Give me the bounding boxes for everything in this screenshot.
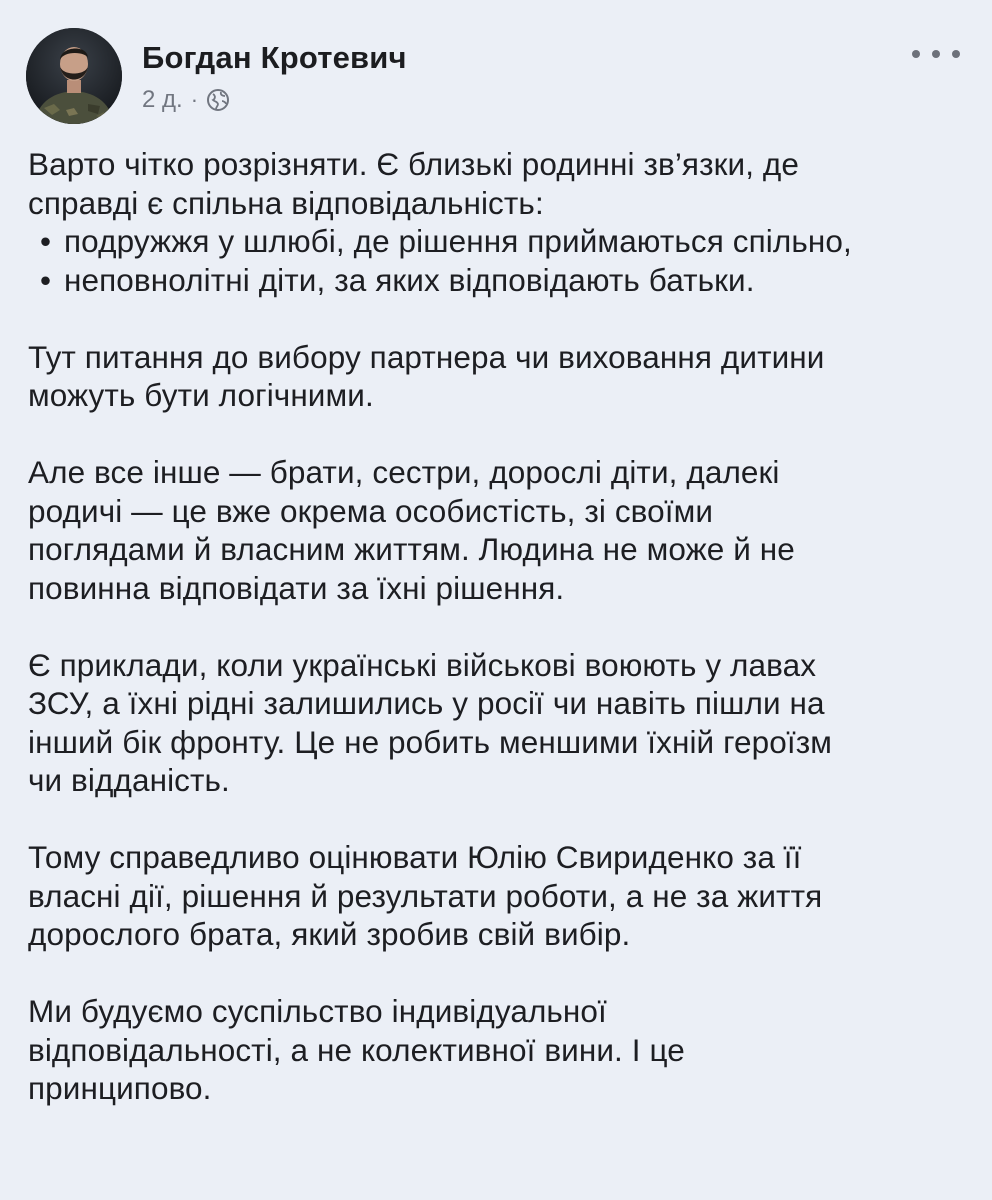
text-line: Ми будуємо суспільство індивідуальної bbox=[28, 993, 607, 1029]
text-line: поглядами й власним життям. Людина не може й не bbox=[28, 531, 795, 567]
more-horizontal-icon bbox=[912, 50, 920, 58]
post-meta bbox=[142, 86, 230, 114]
author-name[interactable]: Богдан Кротевич bbox=[142, 40, 407, 75]
avatar[interactable] bbox=[26, 28, 122, 124]
text-line: можуть бути логічними. bbox=[28, 377, 374, 413]
post-paragraph bbox=[28, 453, 978, 607]
post-paragraph bbox=[28, 338, 978, 415]
text-line: чи відданість. bbox=[28, 762, 230, 798]
text-line: Але все інше — брати, сестри, дорослі діти, далекі bbox=[28, 454, 780, 490]
post-timestamp[interactable]: 2 д. bbox=[142, 86, 183, 113]
post-paragraph bbox=[28, 646, 978, 800]
globe-icon bbox=[206, 88, 230, 112]
more-dot bbox=[932, 50, 940, 58]
more-options-button[interactable] bbox=[912, 44, 960, 64]
text-line: інший бік фронту. Це не робить меншими їхній героїзм bbox=[28, 723, 833, 760]
text-line: Варто чітко розрізняти. Є близькі родинні зв’язки, де bbox=[28, 146, 800, 182]
post-paragraph bbox=[28, 838, 978, 954]
post-paragraph bbox=[28, 992, 978, 1108]
more-dot bbox=[952, 50, 960, 58]
text-line: дорослого брата, який зробив свій вибір. bbox=[28, 916, 631, 952]
text-line: принципово. bbox=[28, 1070, 212, 1106]
text-line: власні дії, рішення й результати роботи, а не за життя bbox=[28, 877, 823, 914]
text-line: Є приклади, коли українські військові воюють у лавах bbox=[28, 646, 817, 683]
text-line: ЗСУ, а їхні рідні залишились у росії чи навіть пішли на bbox=[28, 685, 825, 721]
text-line: родичі — це вже окрема особистість, зі своїми bbox=[28, 492, 714, 529]
bullet-item: • подружжя у шлюбі, де рішення приймаються спільно, bbox=[28, 222, 978, 261]
bullet-item: • неповнолітні діти, за яких відповідають батьки. bbox=[28, 261, 978, 300]
text-line: Тому справедливо оцінювати Юлію Свириденко за її bbox=[28, 839, 802, 875]
avatar-image bbox=[26, 28, 122, 124]
text-line: відповідальності, а не колективної вини. І це bbox=[28, 1031, 685, 1068]
text-line: повинна відповідати за їхні рішення. bbox=[28, 569, 565, 606]
post-header bbox=[26, 28, 972, 124]
bullet-list bbox=[28, 222, 978, 299]
meta-separator: · bbox=[190, 87, 199, 112]
post-body bbox=[28, 145, 978, 1146]
post-paragraph bbox=[28, 145, 978, 299]
text-line: справді є спільна відповідальність: bbox=[28, 184, 544, 221]
text-line: Тут питання до вибору партнера чи виховання дитини bbox=[28, 338, 825, 375]
